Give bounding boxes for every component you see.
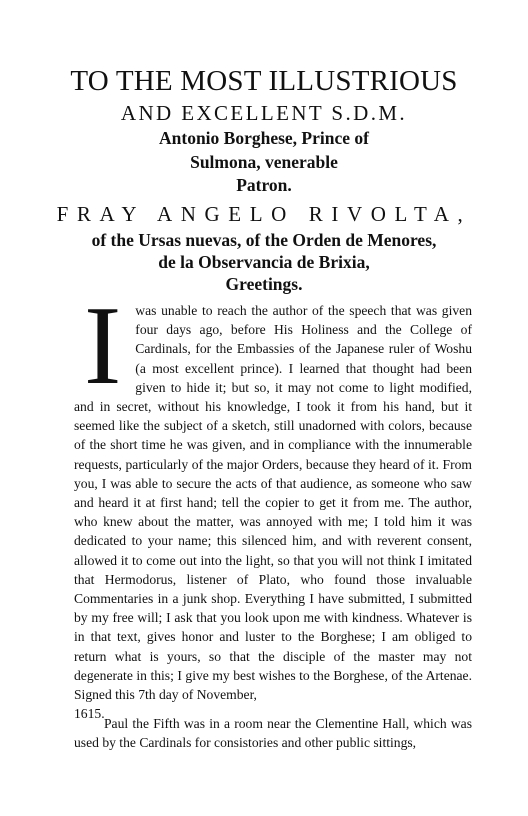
dedicatee-name: Antonio Borghese, Prince of [159,128,369,148]
dedicatee-title: Sulmona, venerable [190,152,338,172]
dedicatee-role: Patron. [236,175,292,195]
body-paragraph-2: Paul the Fifth was in a room near the Clementine Hall, which was used by the Cardinals for consistories and other public sittings, [74,716,472,751]
author-name: FRAY ANGELO RIVOLTA, [56,202,472,226]
author-location: de la Observancia de Brixia, [158,252,370,272]
dedication-title: TO THE MOST ILLUSTRIOUS [70,65,458,97]
drop-cap: I [84,284,122,408]
dedication-subtitle: AND EXCELLENT S.D.M. [120,101,408,125]
paragraph-1-text: was unable to reach the author of the speech that was given four days ago, before His Holiness and the College of Cardinals, for the Embassies of the Japanese ruler of Woshu (a most excellent prince). I learned that thought had been given to hide it; but so, it may not come to light modified, and in secret, without his knowledge, I took it from his hand, but it seemed like the subject of a sketch, still unadorned with colors, because of the short time he was given, and in compliance with the innumerable requests, particularly of the major Orders, because they heard of it. From you, I was able to secure the acts of that audience, as someone who saw and heard it at first hand; tell the copier to get it from me. The author, who knew about the matter, was annoyed with me; I told him it was dedicated to your name; this silenced him, and with reverent consent, allowed it to come out into the light, so that you will not think I imitated that Hermodorus, listener of Plato, who found those invaluable Commentaries in a junk shop. Everything I have submitted, I submitted by my free will; I ask that you look upon me with kindness. Whatever is in that text, gives honor and luster to the Borghese; I am obliged to return what is yours, so that the disciple of the master may not degenerate in this; I give my best wishes to the Borghese, of the Artenae. Signed this 7th day of November, [74,303,472,703]
paragraph-1-year: 1615. [74,706,105,722]
author-order: of the Ursas nuevas, of the Orden de Menores, [91,230,437,250]
greeting: Greetings. [225,274,303,294]
